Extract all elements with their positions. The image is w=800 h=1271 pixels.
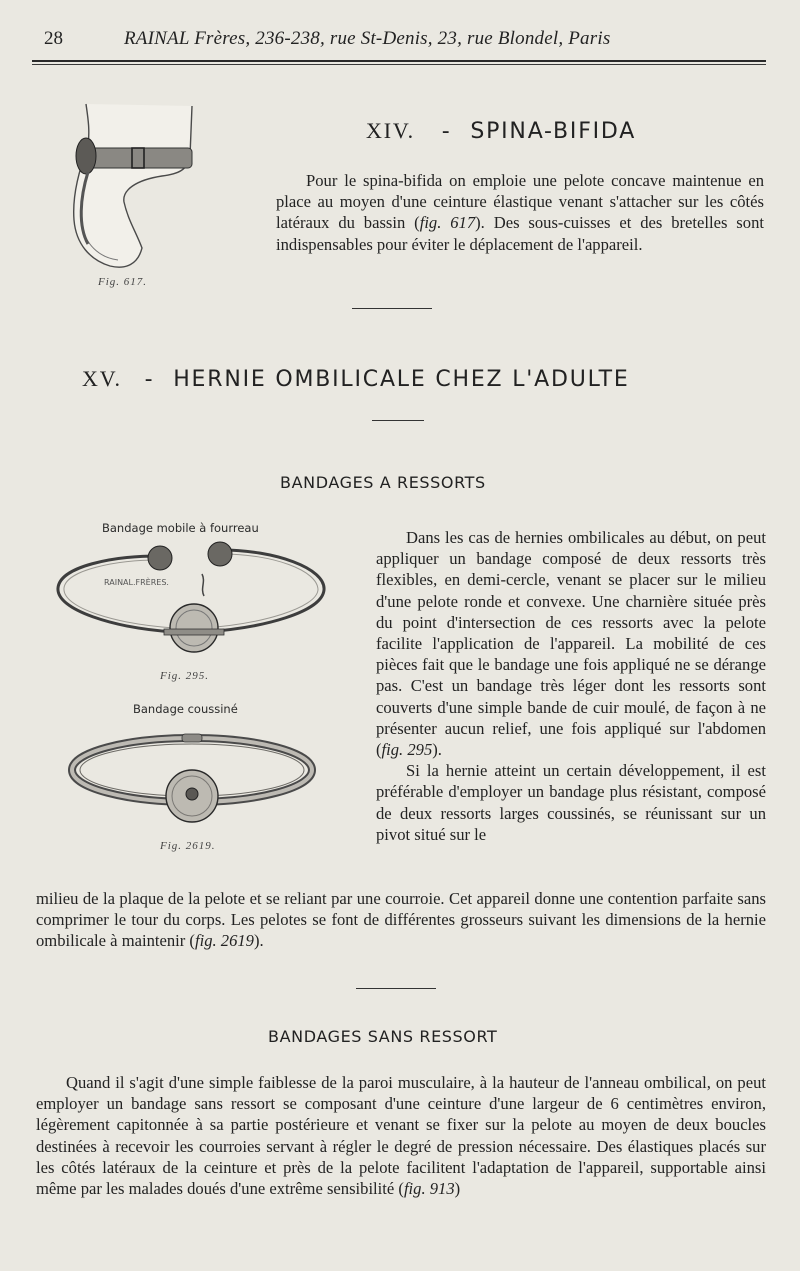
subheading-bandages-sans-ressort: BANDAGES SANS RESSORT <box>268 1027 498 1046</box>
bandages-ressorts-paragraph-2-narrow: Si la hernie atteint un certain développement, il est préférable d'employer un bandage plus résistant, composé de deux ressorts larges coussinés, se réunissant sur un pivot situé sur le <box>376 761 766 844</box>
subheading-bandages-a-ressorts: BANDAGES A RESSORTS <box>280 473 486 492</box>
bandages-sans-ressort-text-2: ) <box>454 1179 461 1199</box>
header-title: RAINAL Frères, 236-238, rue St-Denis, 23, rue Blondel, Paris <box>124 28 611 49</box>
figure-617-illustration <box>66 98 198 274</box>
figure-2619-caption: Fig. 2619. <box>160 840 216 852</box>
divider-3 <box>356 988 436 989</box>
bandages-ressorts-right-column <box>376 527 766 845</box>
bandages-ressorts-fig-ref-2: fig. 2619 <box>194 931 254 951</box>
section-xv-numeral: XV. <box>82 366 122 391</box>
section-xv-title: HERNIE OMBILICALE CHEZ L'ADULTE <box>173 367 630 392</box>
cushioned-truss-drawing <box>64 724 320 832</box>
figure-2619-illustration <box>64 724 320 832</box>
figure-295-title: Bandage mobile à fourreau <box>102 521 259 535</box>
bandages-ressorts-text-2: ). <box>432 740 442 760</box>
bandages-ressorts-paragraph-2-wide <box>36 888 766 952</box>
bandages-ressorts-text-4: ). <box>253 931 264 951</box>
figure-617-caption: Fig. 617. <box>98 276 148 288</box>
spring-truss-drawing <box>54 536 330 654</box>
running-header <box>36 28 766 56</box>
bandages-sans-ressort-text-1: Quand il s'agit d'une simple faiblesse de la paroi musculaire, à la hauteur de l'anneau ombilical, on peut employer un bandage sans ressort se composant d'une ceinture d'une largeur de 6 centimètres environ, légèrement capitonnée à sa partie postérieure et venant se fixer sur la pelote au moyen de deux boucles destinées à recevoir les courroies servant à régler le degré de pression nécessaire. Des élastiques placés sur les côtés latéraux de la ceinture et près de la pelote facilitent l'adaptation de l'appareil, supportable ainsi même par les malades doués d'une extrême sensibilité ( <box>36 1073 766 1199</box>
divider-1 <box>352 308 432 309</box>
header-rule-thin <box>32 64 766 65</box>
bandages-sans-ressort-paragraph <box>36 1072 766 1199</box>
section-xiv-title: SPINA-BIFIDA <box>470 119 637 144</box>
section-xv-heading <box>82 366 630 392</box>
bandages-sans-ressort-fig-ref: fig. 913 <box>403 1179 455 1199</box>
bandages-ressorts-text-3: milieu de la plaque de la pelote et se reliant par une courroie. Cet appareil donne une contention parfaite sans comprimer le tour du corps. Les pelotes se font de différentes grosseurs suivant les dimensions de la hernie ombilicale à maintenir ( <box>36 889 766 951</box>
page-number: 28 <box>44 28 63 49</box>
section-xiv-numeral: XIV. <box>366 118 415 143</box>
spina-bifida-paragraph <box>276 170 764 255</box>
spina-bifida-text-2: ). Des sous-cuisses et des bretelles sont indispensables pour éviter le déplacement de l'appareil. <box>276 213 764 254</box>
figure-2619-title: Bandage coussiné <box>133 702 238 716</box>
section-xv-dash: - <box>144 367 155 392</box>
bandages-ressorts-text-1: Dans les cas de hernies ombilicales au début, on peut appliquer un bandage composé de deux ressorts très flexibles, en demi-cercle, venant se placer sur le milieu d'une pelote ronde et convexe. Une charnière située près du point d'intersection de ces ressorts avec la pelote facilite l'application de l'appareil. La mobilité de ces pièces fait que le bandage une fois appliqué ne se dérange pas. C'est un bandage très léger dont les ressorts sont couverts d'une simple bande de cuir moulé, de façon à ne présenter aucun relief, une fois appliqué sur l'abdomen ( <box>376 528 766 760</box>
section-xiv-heading <box>366 118 636 144</box>
divider-2 <box>372 420 424 421</box>
figure-295-illustration <box>54 536 330 654</box>
section-xiv-dash: - <box>441 119 452 144</box>
figure-295-engraving: RAINAL.FRÈRES. <box>104 578 169 587</box>
bandages-ressorts-fig-ref-1: fig. 295 <box>381 740 433 760</box>
spina-bifida-belt-drawing <box>66 98 198 274</box>
bandages-ressorts-paragraph-1 <box>376 527 766 760</box>
spina-bifida-fig-ref: fig. 617 <box>419 213 476 233</box>
figure-295-caption: Fig. 295. <box>160 670 210 682</box>
header-rule-thick <box>32 60 766 62</box>
spina-bifida-text-1: Pour le spina-bifida on emploie une pelote concave maintenue en place au moyen d'une ceinture élastique venant s'attacher sur les côtés latéraux du bassin ( <box>276 171 764 233</box>
